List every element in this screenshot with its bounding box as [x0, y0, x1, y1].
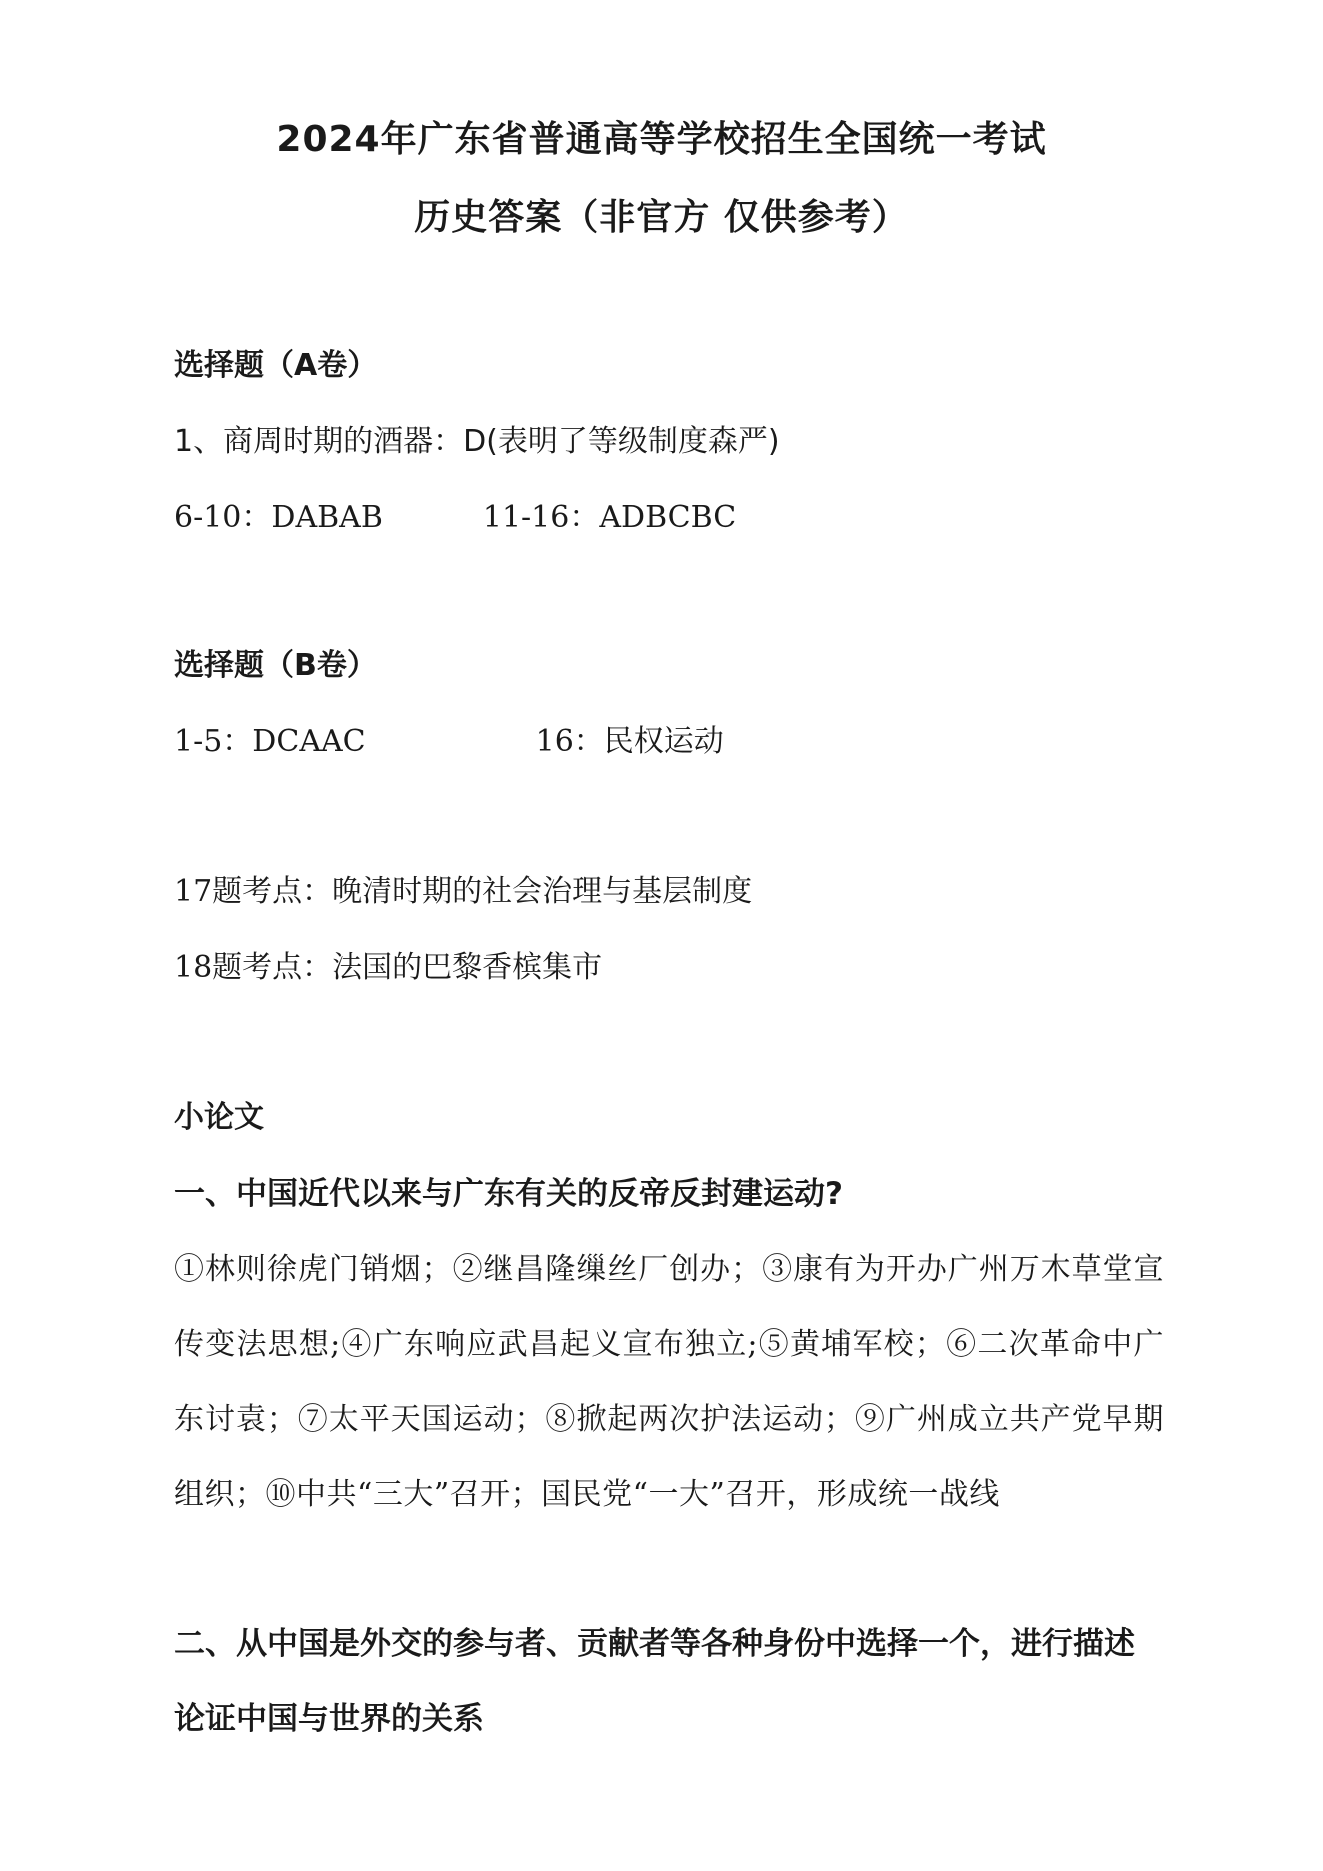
essay-question-1-heading: 一、中国近代以来与广东有关的反帝反封建运动? [174, 1176, 843, 1212]
section-a-heading: 选择题（A卷） [174, 348, 378, 383]
essay-question-2-heading: 二、从中国是外交的参与者、贡献者等各种身份中选择一个，进行描述论证中国与世界的关系 [174, 1626, 1135, 1737]
question-18-point: 18题考点：法国的巴黎香槟集市 [174, 950, 603, 985]
section-b-answers-row [174, 724, 724, 760]
essay-question-1-body: ①林则徐虎门销烟；②继昌隆缫丝厂创办；③康有为开办广州万木草堂宣传变法思想;④广东响应武昌起义宣布独立;⑤黄埔军校；⑥二次革命中广东讨袁；⑦太平天国运动；⑧掀起两次护法运动；⑨广州成立共产党早期组织；⑩中共“三大”召开；国民党“一大”召开，形成统一战线 [174, 1252, 1164, 1512]
document-subtitle: 历史答案（非官方 仅供参考） [414, 197, 909, 238]
section-a-question-1: 1、商周时期的酒器：D(表明了等级制度森严) [174, 424, 780, 459]
section-b-range-1-5: 1-5：DCAAC [174, 724, 366, 759]
essay-heading: 小论文 [174, 1100, 264, 1135]
section-a-answers-row [174, 500, 736, 536]
document-title: 2024年广东省普通高等学校招生全国统一考试 [276, 119, 1047, 160]
section-a-range-6-10: 6-10：DABAB [174, 500, 383, 535]
question-17-point: 17题考点：晚清时期的社会治理与基层制度 [174, 874, 753, 909]
section-b-heading: 选择题（B卷） [174, 648, 377, 683]
section-a-range-11-16: 11-16：ADBCBC [482, 500, 737, 535]
section-b-range-16: 16：民权运动 [535, 724, 724, 759]
